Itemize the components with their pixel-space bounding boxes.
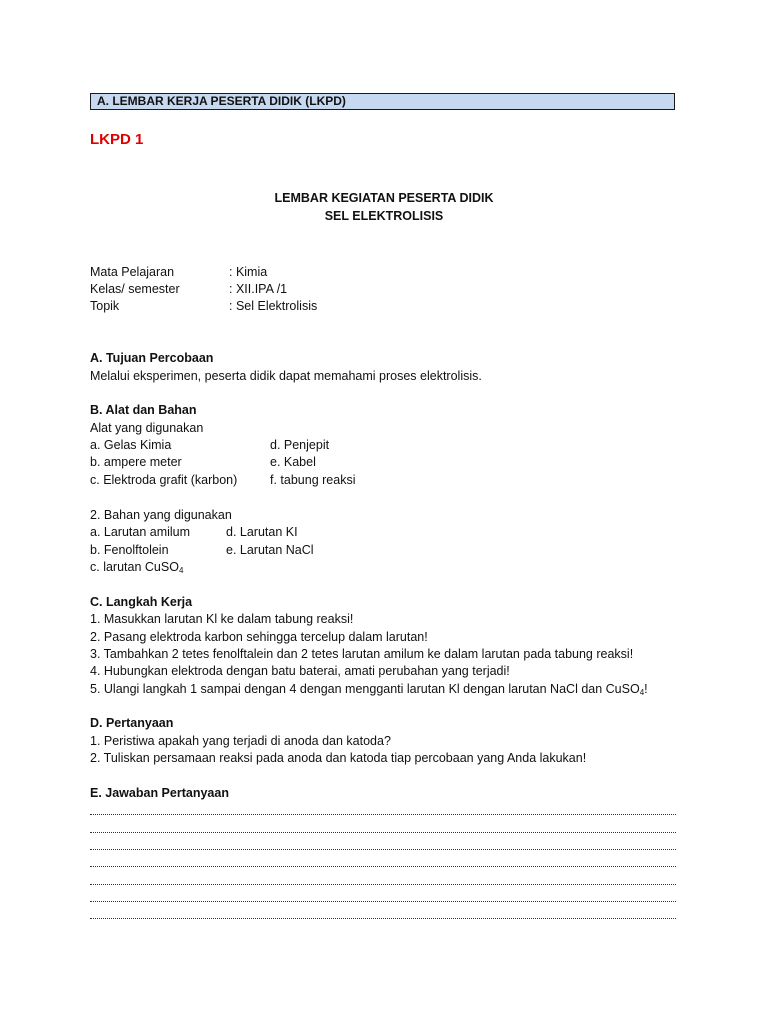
section-a-heading: A. Tujuan Percobaan xyxy=(90,351,214,365)
answer-line[interactable] xyxy=(90,813,676,815)
section-c-heading: C. Langkah Kerja xyxy=(90,595,193,609)
alat-item: f. tabung reaksi xyxy=(270,473,356,487)
alat-heading: Alat yang digunakan xyxy=(90,421,204,435)
info-value: : XII.IPA /1 xyxy=(229,282,288,296)
document-title xyxy=(90,189,678,225)
step-item-5 xyxy=(90,681,648,701)
bahan-row-last xyxy=(90,559,183,579)
info-row-class xyxy=(90,281,288,298)
info-label: Mata Pelajaran xyxy=(90,265,175,279)
lkpd-label: LKPD 1 xyxy=(90,131,144,148)
alat-item: a. Gelas Kimia xyxy=(90,438,172,452)
alat-row xyxy=(90,437,330,454)
step-item: 4. Hubungkan elektroda dengan batu baterai, amati perubahan yang terjadi! xyxy=(90,664,510,678)
bahan-row xyxy=(90,524,298,541)
info-label: Kelas/ semester xyxy=(90,282,180,296)
title-line-2: SEL ELEKTROLISIS xyxy=(324,209,444,223)
answer-line[interactable] xyxy=(90,883,676,885)
info-row-subject xyxy=(90,264,268,281)
step-item: 1. Masukkan larutan Kl ke dalam tabung reaksi! xyxy=(90,612,354,626)
info-label: Topik xyxy=(90,299,120,313)
subscript: 4 xyxy=(178,566,184,575)
section-e-heading: E. Jawaban Pertanyaan xyxy=(90,786,229,800)
answer-line[interactable] xyxy=(90,831,676,833)
step-item: 2. Pasang elektroda karbon sehingga tercelup dalam larutan! xyxy=(90,630,428,644)
alat-item: d. Penjepit xyxy=(270,438,330,452)
step-item: 3. Tambahkan 2 tetes fenolftalein dan 2 tetes larutan amilum ke dalam larutan pada tabung reaksi! xyxy=(90,647,634,661)
answer-line[interactable] xyxy=(90,917,676,919)
bahan-item: e. Larutan NaCl xyxy=(226,543,314,557)
question-item: 2. Tuliskan persamaan reaksi pada anoda dan katoda tiap percobaan yang Anda lakukan! xyxy=(90,751,587,765)
bahan-item: a. Larutan amilum xyxy=(90,525,191,539)
bahan-item: b. Fenolftolein xyxy=(90,543,169,557)
bahan-heading: 2. Bahan yang digunakan xyxy=(90,508,232,522)
step-text: 5. Ulangi langkah 1 sampai dengan 4 dengan mengganti larutan Kl dengan larutan NaCl dan CuSO xyxy=(90,682,640,696)
bahan-item: d. Larutan KI xyxy=(226,525,298,539)
alat-row xyxy=(90,454,316,471)
alat-row xyxy=(90,472,356,489)
section-d-heading: D. Pertanyaan xyxy=(90,716,174,730)
alat-item: b. ampere meter xyxy=(90,455,182,469)
info-row-topic xyxy=(90,298,318,315)
answer-line[interactable] xyxy=(90,865,676,867)
title-line-1: LEMBAR KEGIATAN PESERTA DIDIK xyxy=(274,191,494,205)
bahan-row xyxy=(90,542,314,559)
section-b-heading: B. Alat dan Bahan xyxy=(90,403,197,417)
answer-line[interactable] xyxy=(90,848,676,850)
info-value: : Sel Elektrolisis xyxy=(229,299,318,313)
alat-item: c. Elektroda grafit (karbon) xyxy=(90,473,238,487)
section-header-box: A. LEMBAR KERJA PESERTA DIDIK (LKPD) xyxy=(90,93,675,110)
step-end: ! xyxy=(644,682,648,696)
info-value: : Kimia xyxy=(229,265,268,279)
question-item: 1. Peristiwa apakah yang terjadi di anoda dan katoda? xyxy=(90,734,391,748)
answer-line[interactable] xyxy=(90,900,676,902)
alat-item: e. Kabel xyxy=(270,455,316,469)
bahan-item: c. larutan CuSO xyxy=(90,560,179,574)
subscript: 4 xyxy=(639,688,645,697)
section-a-text: Melalui eksperimen, peserta didik dapat memahami proses elektrolisis. xyxy=(90,369,482,383)
